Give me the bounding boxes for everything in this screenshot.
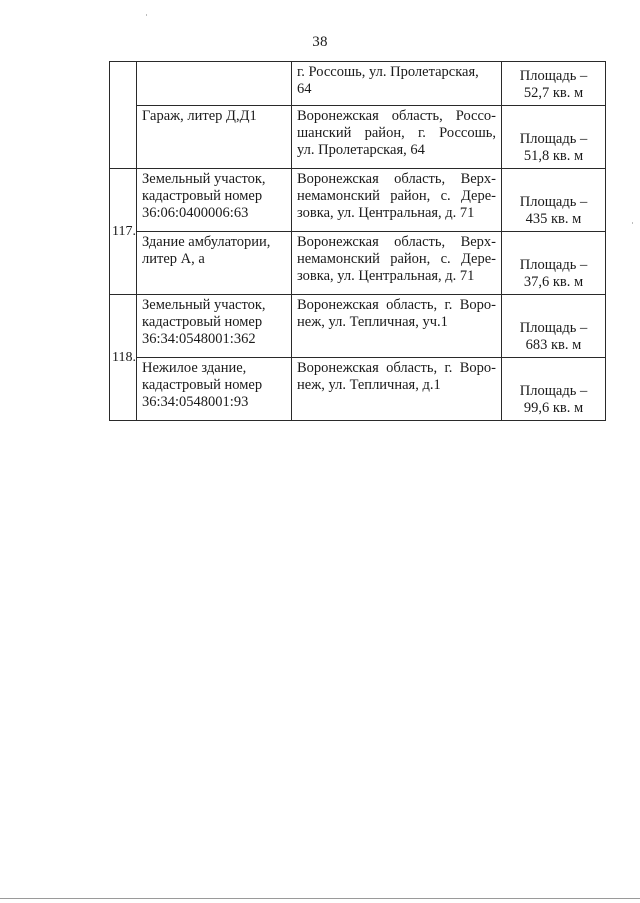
- object-line: Земельный участок,: [142, 171, 266, 187]
- table-row: [110, 232, 606, 295]
- object-cell: [137, 232, 292, 295]
- area-value: 51,8 кв. м: [523, 148, 584, 164]
- address-line: зовка, ул. Центральная, д. 71: [297, 205, 475, 221]
- address-cell: [292, 295, 502, 358]
- address-line: Воронежская область, Верх-: [297, 171, 496, 187]
- table-row: [110, 358, 606, 421]
- address-line: немамонский район, с. Дере-: [297, 251, 496, 267]
- area-value: 99,6 кв. м: [523, 400, 584, 416]
- object-line: литер А, а: [142, 251, 205, 267]
- object-line: кадастровый номер: [142, 314, 263, 330]
- address-cell: [292, 62, 502, 106]
- address-line: 64: [297, 81, 312, 97]
- area-label: Площадь –: [519, 320, 588, 336]
- address-line: шанский район, г. Россошь,: [297, 125, 496, 141]
- area-label: Площадь –: [519, 257, 588, 273]
- area-value: 683 кв. м: [525, 337, 582, 353]
- area-value: 52,7 кв. м: [523, 85, 584, 101]
- scan-speck: [146, 14, 147, 16]
- object-cell: [137, 169, 292, 232]
- object-line: кадастровый номер: [142, 188, 263, 204]
- table-row: [110, 169, 606, 232]
- row-number-cell: 118.: [110, 295, 137, 421]
- scan-edge-line: [0, 898, 640, 899]
- table-row: [110, 295, 606, 358]
- row-number-cell: [110, 62, 137, 169]
- address-line: Воронежская область, Верх-: [297, 234, 496, 250]
- area-cell: [502, 106, 606, 169]
- address-line: неж, ул. Тепличная, д.1: [297, 377, 441, 393]
- table-row: [110, 106, 606, 169]
- object-cell: [137, 358, 292, 421]
- area-cell: [502, 62, 606, 106]
- address-line: ул. Пролетарская, 64: [297, 142, 425, 158]
- row-number-cell: 117.: [110, 169, 137, 295]
- area-label: Площадь –: [519, 383, 588, 399]
- table-row: [110, 62, 606, 106]
- object-cell: [137, 295, 292, 358]
- object-line: Земельный участок,: [142, 297, 266, 313]
- area-label: Площадь –: [519, 194, 588, 210]
- address-line: неж, ул. Тепличная, уч.1: [297, 314, 448, 330]
- object-line: 36:06:0400006:63: [142, 205, 249, 221]
- object-line: 36:34:0548001:93: [142, 394, 249, 410]
- address-cell: [292, 358, 502, 421]
- address-cell: [292, 169, 502, 232]
- area-cell: [502, 295, 606, 358]
- object-line: 36:34:0548001:362: [142, 331, 256, 347]
- address-line: Воронежская область, Россо-: [297, 108, 496, 124]
- property-table: [109, 61, 606, 421]
- address-line: г. Россошь, ул. Пролетарская,: [297, 64, 479, 80]
- address-line: Воронежская область, г. Воро-: [297, 360, 496, 376]
- area-cell: [502, 358, 606, 421]
- object-cell: [137, 62, 292, 106]
- area-label: Площадь –: [519, 68, 588, 84]
- area-cell: [502, 232, 606, 295]
- area-label: Площадь –: [519, 131, 588, 147]
- page-number: 38: [312, 34, 328, 50]
- address-cell: [292, 232, 502, 295]
- scan-speck: [632, 222, 633, 224]
- object-line: Гараж, литер Д,Д1: [142, 108, 257, 124]
- area-value: 37,6 кв. м: [523, 274, 584, 290]
- address-line: Воронежская область, г. Воро-: [297, 297, 496, 313]
- object-line: Нежилое здание,: [142, 360, 247, 376]
- object-cell: [137, 106, 292, 169]
- object-line: кадастровый номер: [142, 377, 263, 393]
- object-line: Здание амбулатории,: [142, 234, 271, 250]
- property-table-wrapper: [109, 61, 606, 421]
- address-cell: [292, 106, 502, 169]
- address-line: зовка, ул. Центральная, д. 71: [297, 268, 475, 284]
- area-value: 435 кв. м: [525, 211, 582, 227]
- area-cell: [502, 169, 606, 232]
- address-line: немамонский район, с. Дере-: [297, 188, 496, 204]
